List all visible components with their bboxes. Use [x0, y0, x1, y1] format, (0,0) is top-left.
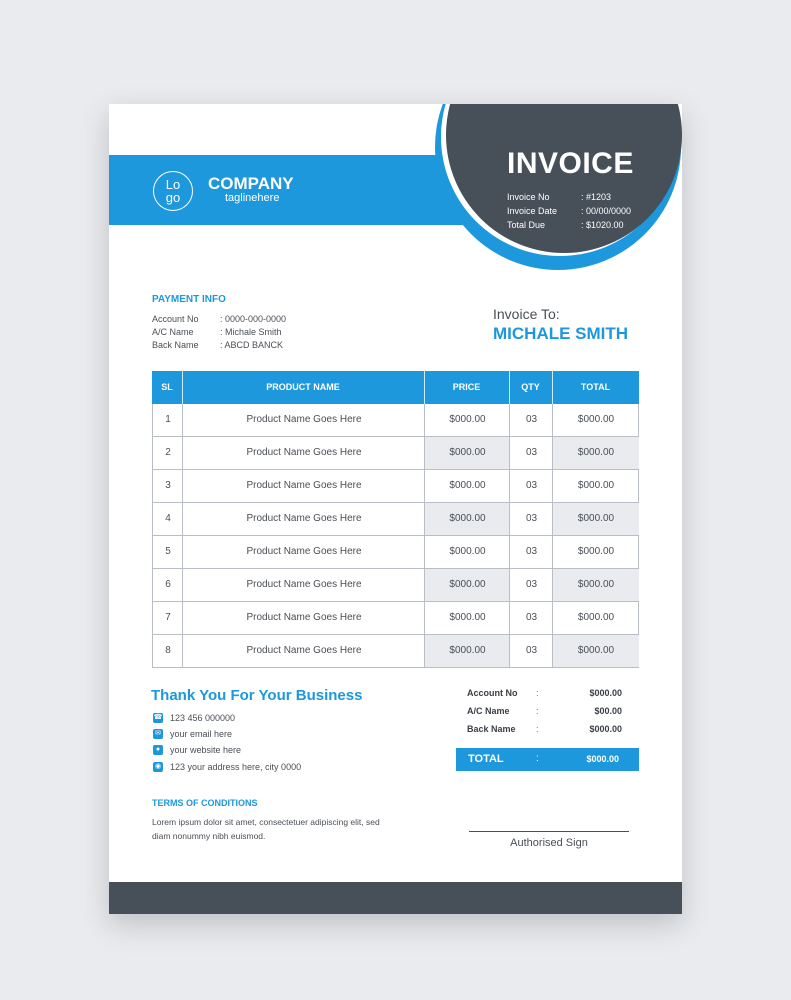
cell-product: Product Name Goes Here	[246, 546, 362, 557]
meta-value: : $1020.00	[581, 220, 624, 230]
summary-label: Back Name	[467, 724, 516, 734]
products-table	[152, 371, 639, 668]
cell-total: $000.00	[553, 437, 639, 469]
cell-qty: 03	[525, 414, 538, 425]
col-header-product: PRODUCT NAME	[266, 382, 340, 392]
payment-label: Account No	[152, 314, 199, 324]
table-row	[153, 502, 638, 535]
summary-colon: :	[536, 724, 539, 734]
meta-label: Total Due	[507, 220, 546, 230]
cell-product: Product Name Goes Here	[246, 579, 362, 590]
header-divider	[182, 371, 183, 404]
cell-product: Product Name Goes Here	[246, 414, 362, 425]
summary-colon: :	[536, 706, 539, 716]
invoice-title: INVOICE	[507, 147, 634, 180]
table-row	[153, 404, 638, 436]
payment-value: : Michale Smith	[220, 327, 282, 337]
table-row	[153, 601, 638, 634]
cell-total: $000.00	[577, 546, 615, 557]
signature-line	[469, 831, 629, 832]
cell-qty: 03	[525, 579, 538, 590]
table-row	[153, 535, 638, 568]
cell-sl: 3	[165, 480, 171, 491]
cell-product: Product Name Goes Here	[246, 645, 362, 656]
column-divider	[424, 404, 425, 667]
cell-sl: 7	[165, 612, 171, 623]
contact-text: 123 456 000000	[170, 713, 236, 723]
meta-label: Invoice Date	[507, 206, 558, 216]
cell-total: $000.00	[577, 612, 615, 623]
globe-icon: ●	[153, 745, 163, 755]
contact-text: 123 your address here, city 0000	[170, 762, 302, 772]
cell-qty: 03	[525, 612, 538, 623]
payment-label: A/C Name	[152, 327, 194, 337]
meta-value: : 00/00/0000	[581, 206, 632, 216]
summary-value: $000.00	[589, 688, 622, 698]
meta-label: Invoice No	[507, 192, 550, 202]
invoice-to-name: MICHALE SMITH	[493, 324, 629, 343]
column-divider	[552, 404, 553, 667]
table-row	[153, 634, 638, 667]
table-row	[153, 436, 638, 469]
table-row	[153, 568, 638, 601]
cell-sl: 8	[165, 645, 171, 656]
phone-icon: ☎	[153, 714, 163, 721]
cell-price: $000.00	[449, 546, 486, 557]
payment-info-title: PAYMENT INFO	[152, 294, 226, 305]
payment-value: : 0000-000-0000	[220, 314, 287, 324]
header-divider	[424, 371, 425, 404]
cell-total: $000.00	[553, 635, 639, 667]
cell-total: $000.00	[553, 569, 639, 601]
cell-price: $000.00	[449, 414, 486, 425]
signature-label: Authorised Sign	[510, 837, 588, 849]
invoice-page	[109, 104, 682, 914]
terms-text: Lorem ipsum dolor sit amet, consectetuer adipiscing elit, sed diam nonummy nibh euismod.	[152, 817, 380, 841]
company-tagline: taglinehere	[225, 192, 280, 204]
email-icon: ✉	[153, 729, 163, 739]
cell-sl: 4	[165, 513, 171, 524]
cell-product: Product Name Goes Here	[246, 447, 362, 458]
terms-title: TERMS OF CONDITIONS	[152, 798, 258, 808]
column-divider	[509, 404, 510, 667]
invoice-to-label: Invoice To:	[493, 306, 560, 322]
total-bar	[456, 748, 639, 771]
payment-value: : ABCD BANCK	[220, 340, 284, 350]
cell-total: $000.00	[577, 480, 615, 491]
cell-qty: 03	[525, 645, 538, 656]
thank-you-title: Thank You For Your Business	[151, 687, 363, 704]
col-header-qty: QTY	[521, 382, 540, 392]
cell-sl: 2	[165, 447, 171, 458]
cell-price: $000.00	[449, 612, 486, 623]
logo-text-bottom: go	[165, 190, 181, 205]
summary-value: $00.00	[594, 706, 622, 716]
col-header-total: TOTAL	[580, 382, 611, 392]
cell-price: $000.00	[449, 480, 486, 491]
cell-total: $000.00	[577, 414, 615, 425]
payment-label: Back Name	[152, 340, 199, 350]
header-divider	[509, 371, 510, 404]
summary-value: $000.00	[589, 724, 622, 734]
contact-text: your email here	[170, 729, 233, 739]
summary-colon: :	[536, 688, 539, 698]
logo-text-top: Lo	[165, 177, 181, 192]
cell-sl: 5	[165, 546, 171, 557]
location-icon: ◉	[154, 763, 162, 770]
cell-price: $000.00	[425, 569, 510, 601]
column-divider	[182, 404, 183, 667]
cell-product: Product Name Goes Here	[246, 513, 362, 524]
total-label: TOTAL	[468, 753, 504, 765]
cell-product: Product Name Goes Here	[246, 480, 362, 491]
footer-band	[109, 882, 682, 914]
cell-sl: 6	[165, 579, 171, 590]
total-value: $000.00	[586, 754, 619, 764]
company-name: COMPANY	[208, 174, 294, 193]
table-header	[152, 371, 639, 404]
table-body	[152, 404, 639, 668]
cell-price: $000.00	[425, 437, 510, 469]
cell-qty: 03	[525, 480, 538, 491]
cell-sl: 1	[165, 414, 171, 425]
cell-price: $000.00	[425, 635, 510, 667]
cell-qty: 03	[525, 546, 538, 557]
cell-total: $000.00	[553, 503, 639, 535]
col-header-price: PRICE	[452, 382, 481, 392]
col-header-sl: SL	[161, 382, 173, 392]
cell-product: Product Name Goes Here	[246, 612, 362, 623]
contact-text: your website here	[170, 745, 242, 755]
cell-price: $000.00	[425, 503, 510, 535]
table-row	[153, 469, 638, 502]
meta-value: : #1203	[581, 192, 612, 202]
cell-qty: 03	[525, 447, 538, 458]
company-logo	[153, 171, 193, 211]
summary-label: Account No	[467, 688, 518, 698]
header-divider	[552, 371, 553, 404]
total-colon: :	[536, 753, 539, 764]
summary-label: A/C Name	[467, 706, 510, 716]
cell-qty: 03	[525, 513, 538, 524]
